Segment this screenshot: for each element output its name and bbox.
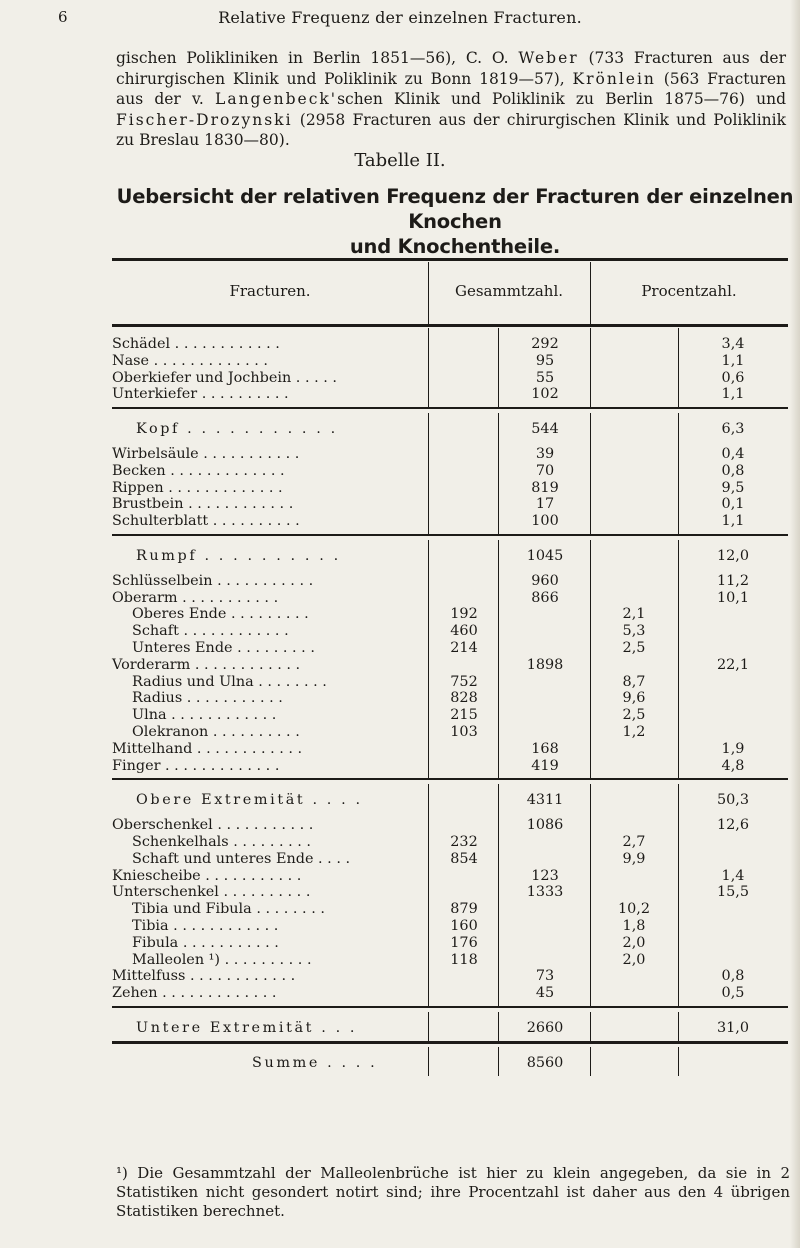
- row-label: Fibula . . . . . . . . . . .: [132, 934, 279, 951]
- intro-text-5: (2958 Fracturen aus der chirurgischen Klinik und Poliklinik zu Breslau 1830—80).: [116, 110, 786, 149]
- row-label: Tibia . . . . . . . . . . . .: [132, 918, 279, 934]
- row-label: Schaft und unteres Ende . . . .: [132, 850, 351, 867]
- header-divider-2: [590, 262, 591, 324]
- subtotal-count: 192: [450, 606, 478, 623]
- total-count: 4311: [526, 792, 564, 809]
- total-percent: 11,2: [716, 572, 750, 589]
- column-divider: [498, 540, 499, 778]
- column-header-fracturen: Fracturen.: [229, 282, 311, 300]
- total-count: 168: [531, 740, 559, 757]
- total-percent: 0,4: [721, 446, 745, 462]
- column-divider: [428, 413, 429, 534]
- table-group-row: [112, 421, 788, 438]
- total-percent: 10,1: [716, 589, 750, 606]
- total-count: 1086: [526, 817, 564, 834]
- row-label: Becken . . . . . . . . . . . . .: [112, 462, 285, 479]
- row-label: Rumpf . . . . . . . . . .: [136, 548, 341, 564]
- total-count: 55: [535, 369, 555, 386]
- table-row: [112, 513, 788, 530]
- total-count: 2660: [526, 1020, 564, 1036]
- table-top-rule: [112, 258, 788, 261]
- row-label: Oberschenkel . . . . . . . . . . .: [112, 817, 314, 834]
- total-percent: 0,8: [721, 462, 745, 479]
- total-percent: 0,8: [721, 968, 745, 985]
- total-percent: 1,4: [721, 867, 745, 884]
- column-divider: [678, 540, 679, 778]
- total-percent: 31,0: [716, 1020, 750, 1036]
- author-fischer-drozynski: Fischer-Drozynski: [116, 110, 293, 129]
- column-header-gesammtzahl: Gesammtzahl.: [454, 282, 564, 300]
- total-count: 102: [531, 386, 559, 403]
- row-label: Oberkiefer und Jochbein . . . . .: [112, 369, 337, 386]
- table-row: [112, 496, 788, 513]
- total-percent: 0,5: [721, 985, 745, 1002]
- table-group-row: [112, 792, 788, 809]
- page-number: 6: [58, 8, 68, 26]
- table-row: [112, 370, 788, 387]
- subtotal-percent: 10,2: [617, 901, 651, 918]
- column-divider: [678, 413, 679, 534]
- row-label: Obere Extremität . . . .: [136, 792, 363, 809]
- column-divider: [678, 1047, 679, 1076]
- intro-text-4: schen Klinik und Poliklinik zu Berlin 1875—76) und: [337, 90, 786, 108]
- subtotal-percent: 1,2: [622, 724, 646, 740]
- group-separator-rule: [112, 534, 788, 536]
- group-separator-rule: [112, 407, 788, 409]
- total-count: 1898: [526, 656, 564, 673]
- total-count: 123: [531, 867, 559, 884]
- row-label: Schlüsselbein . . . . . . . . . . .: [112, 572, 314, 589]
- column-divider: [428, 784, 429, 1006]
- row-label: Mittelhand . . . . . . . . . . . .: [112, 740, 303, 757]
- total-count: 8560: [526, 1054, 564, 1071]
- table-row: [112, 336, 788, 353]
- subtotal-percent: 9,6: [622, 690, 646, 707]
- column-divider: [590, 413, 591, 534]
- table-row: [112, 690, 788, 707]
- subtotal-percent: 2,7: [622, 834, 646, 850]
- table-group-row: [112, 548, 788, 565]
- column-divider: [678, 784, 679, 1006]
- subtotal-count: 232: [450, 834, 478, 850]
- row-label: Schädel . . . . . . . . . . . .: [112, 336, 280, 352]
- table-row: [112, 918, 788, 935]
- table-row: [112, 985, 788, 1002]
- header-divider-1: [428, 262, 429, 324]
- author-weber: Weber: [518, 49, 579, 67]
- column-divider: [428, 1047, 429, 1076]
- column-divider: [678, 328, 679, 407]
- table-row: [112, 707, 788, 724]
- total-count: 17: [535, 496, 555, 513]
- subtotal-count: 214: [450, 640, 478, 656]
- total-count: 819: [531, 479, 559, 496]
- column-divider: [590, 328, 591, 407]
- column-divider: [498, 1047, 499, 1076]
- row-label: Oberarm . . . . . . . . . . .: [112, 589, 279, 606]
- table-title: [110, 184, 800, 259]
- column-divider: [498, 328, 499, 407]
- column-divider: [498, 413, 499, 534]
- table-row: [112, 480, 788, 497]
- row-label: Olekranon . . . . . . . . . .: [132, 724, 300, 740]
- table-title-line-1: Uebersicht der relativen Frequenz der Fracturen der einzelnen Knochen: [116, 185, 794, 233]
- row-label: Schulterblatt . . . . . . . . . .: [112, 513, 300, 530]
- row-label: Wirbelsäule . . . . . . . . . . .: [112, 446, 300, 462]
- total-percent: 0,1: [721, 496, 745, 513]
- table-row: [112, 573, 788, 590]
- subtotal-count: 752: [450, 673, 478, 690]
- subtotal-percent: 8,7: [622, 673, 646, 690]
- footnote-text: ¹) Die Gesammtzahl der Malleolenbrüche ist hier zu klein angegeben, da sie in 2 Statistiken nicht gesondert notirt sind; ihre Procentzahl ist daher aus den 4 übrigen Statistiken berechnet.: [116, 1164, 790, 1220]
- row-label: Kopf . . . . . . . . . . .: [136, 421, 338, 438]
- table-row: [112, 386, 788, 403]
- row-label: Brustbein . . . . . . . . . . . .: [112, 496, 294, 513]
- total-count: 70: [535, 462, 555, 479]
- total-percent: 15,5: [716, 884, 750, 901]
- total-percent: 1,9: [721, 740, 745, 757]
- total-percent: 12,0: [716, 548, 750, 564]
- row-label: Schaft . . . . . . . . . . . .: [132, 623, 289, 640]
- subtotal-count: 215: [450, 707, 478, 724]
- table-row: [112, 590, 788, 607]
- subtotal-percent: 2,5: [622, 707, 646, 724]
- row-label: Tibia und Fibula . . . . . . . .: [132, 901, 325, 918]
- row-label: Zehen . . . . . . . . . . . . .: [112, 985, 277, 1002]
- subtotal-count: 176: [450, 934, 478, 951]
- row-label: Mittelfuss . . . . . . . . . . . .: [112, 968, 296, 985]
- subtotal-count: 160: [450, 918, 478, 934]
- total-count: 866: [531, 589, 559, 606]
- total-percent: 1,1: [721, 513, 745, 530]
- table-row: [112, 901, 788, 918]
- table-row: [112, 952, 788, 969]
- row-label: Kniescheibe . . . . . . . . . . .: [112, 867, 302, 884]
- table-row: [112, 851, 788, 868]
- table-row: [112, 463, 788, 480]
- table-row: [112, 724, 788, 741]
- subtotal-percent: 9,9: [622, 850, 646, 867]
- group-separator-rule: [112, 1041, 788, 1044]
- row-label: Unteres Ende . . . . . . . . .: [132, 640, 315, 656]
- table-row: [112, 884, 788, 901]
- table-row: [112, 834, 788, 851]
- total-percent: 9,5: [721, 479, 745, 496]
- total-percent: 0,6: [721, 369, 745, 386]
- total-count: 544: [531, 421, 559, 438]
- table-row: [112, 968, 788, 985]
- total-count: 1333: [526, 884, 564, 901]
- subtotal-percent: 2,0: [622, 951, 646, 968]
- total-count: 45: [535, 985, 555, 1002]
- table-caption: Tabelle II.: [354, 150, 446, 171]
- total-percent: 4,8: [721, 757, 745, 774]
- row-label: Vorderarm . . . . . . . . . . . .: [112, 656, 301, 673]
- running-title: Relative Frequenz der einzelnen Fracturen.: [218, 8, 582, 27]
- running-head: [0, 8, 800, 32]
- column-divider: [498, 1012, 499, 1041]
- intro-text-3: (563 Fracturen aus der v.: [116, 69, 786, 108]
- total-percent: 1,1: [721, 352, 745, 369]
- table-title-line-2: und Knochentheile.: [349, 235, 561, 258]
- table-row: [112, 606, 788, 623]
- row-label: Unterschenkel . . . . . . . . . .: [112, 884, 311, 901]
- column-divider: [498, 784, 499, 1006]
- row-label: Malleolen ¹) . . . . . . . . . .: [132, 951, 312, 968]
- intro-paragraph: [116, 48, 786, 151]
- total-count: 1045: [526, 548, 564, 564]
- row-label: Radius und Ulna . . . . . . . .: [132, 673, 327, 690]
- row-label: Nase . . . . . . . . . . . . .: [112, 352, 269, 369]
- row-label: Rippen . . . . . . . . . . . . .: [112, 479, 283, 496]
- column-divider: [590, 1012, 591, 1041]
- total-percent: 1,1: [721, 386, 745, 403]
- table-row: [112, 758, 788, 775]
- subtotal-count: 854: [450, 850, 478, 867]
- table-row: [112, 657, 788, 674]
- row-label: Radius . . . . . . . . . . .: [132, 690, 283, 707]
- total-percent: 6,3: [721, 421, 745, 438]
- table-group-row: [112, 1055, 788, 1072]
- table-row: [112, 741, 788, 758]
- row-label: Schenkelhals . . . . . . . . .: [132, 834, 311, 850]
- table-row: [112, 935, 788, 952]
- subtotal-percent: 1,8: [622, 918, 646, 934]
- subtotal-percent: 2,0: [622, 934, 646, 951]
- subtotal-percent: 2,5: [622, 640, 646, 656]
- total-percent: 12,6: [716, 817, 750, 834]
- row-label: Untere Extremität . . .: [136, 1020, 358, 1036]
- intro-text-1: gischen Polikliniken in Berlin 1851—56), C. O.: [116, 49, 519, 67]
- table-row: [112, 623, 788, 640]
- column-divider: [428, 328, 429, 407]
- subtotal-percent: 5,3: [622, 623, 646, 640]
- column-divider: [428, 1012, 429, 1041]
- subtotal-count: 460: [450, 623, 478, 640]
- total-count: 419: [531, 757, 559, 774]
- total-count: 73: [535, 968, 555, 985]
- total-count: 292: [531, 336, 559, 352]
- row-label: Finger . . . . . . . . . . . . .: [112, 757, 280, 774]
- subtotal-count: 828: [450, 690, 478, 707]
- row-label: Oberes Ende . . . . . . . . .: [132, 606, 309, 623]
- intro-text-2: (733 Fracturen aus der chirurgischen Klinik und Poliklinik zu Bonn 1819—57),: [116, 49, 786, 88]
- subtotal-percent: 2,1: [622, 606, 646, 623]
- table-row: [112, 868, 788, 885]
- table-row: [112, 674, 788, 691]
- group-separator-rule: [112, 1006, 788, 1008]
- row-label: Ulna . . . . . . . . . . . .: [132, 707, 277, 724]
- column-divider: [428, 540, 429, 778]
- column-divider: [590, 1047, 591, 1076]
- table-row: [112, 446, 788, 463]
- subtotal-count: 879: [450, 901, 478, 918]
- table-row: [112, 353, 788, 370]
- subtotal-count: 118: [450, 951, 478, 968]
- author-langenbeck: Langenbeck': [215, 90, 338, 108]
- column-divider: [678, 1012, 679, 1041]
- table-row: [112, 640, 788, 657]
- total-percent: 50,3: [716, 792, 750, 809]
- group-separator-rule: [112, 778, 788, 780]
- column-divider: [590, 784, 591, 1006]
- row-label: Unterkiefer . . . . . . . . . .: [112, 386, 289, 403]
- total-count: 960: [531, 572, 559, 589]
- subtotal-count: 103: [450, 724, 478, 740]
- total-percent: 3,4: [721, 336, 745, 352]
- footnote: [116, 1164, 790, 1221]
- table-row: [112, 817, 788, 834]
- table-group-row: [112, 1020, 788, 1037]
- row-label: Summe . . . .: [252, 1054, 378, 1071]
- total-count: 39: [535, 446, 555, 462]
- author-kroenlein: Krönlein: [572, 69, 656, 88]
- header-bottom-rule: [112, 324, 788, 327]
- total-count: 95: [535, 352, 555, 369]
- column-divider: [590, 540, 591, 778]
- column-header-procentzahl: Procentzahl.: [641, 282, 737, 300]
- total-percent: 22,1: [716, 656, 750, 673]
- total-count: 100: [531, 513, 559, 530]
